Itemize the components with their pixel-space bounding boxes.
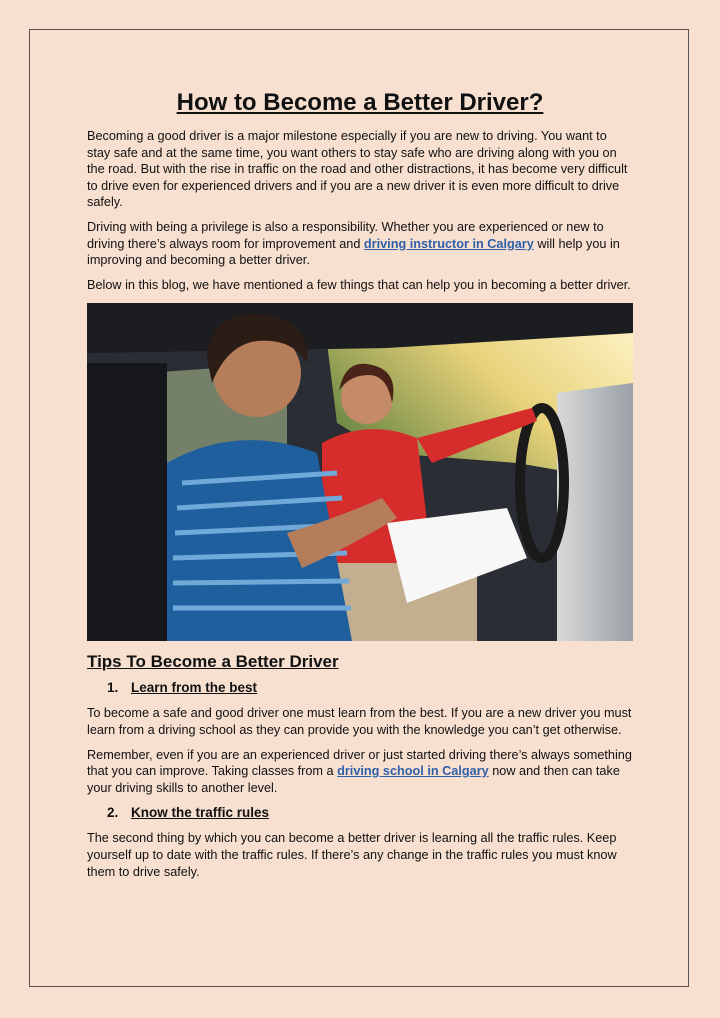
tip-2-number: 2. xyxy=(107,805,119,821)
car-interior-illustration xyxy=(87,303,633,641)
driving-school-link[interactable]: driving school in Calgary xyxy=(337,764,489,779)
intro-p2-text-after: will help you in improving and becoming a better driver. xyxy=(87,236,620,268)
tip-1-paragraph-2 xyxy=(87,747,633,797)
driving-instructor-link[interactable]: driving instructor in Calgary xyxy=(363,236,534,251)
tip-2-heading xyxy=(107,804,633,822)
intro-p2-text-before: Driving with being a privilege is also a responsibility. Whether you are experienced or new to driving there’s always room for improvement and xyxy=(87,219,604,251)
intro-paragraph-3: Below in this blog, we have mentioned a few things that can help you in becoming a better driver. xyxy=(87,277,631,292)
page-title: How to Become a Better Driver? xyxy=(176,89,544,116)
tip-1-heading xyxy=(107,679,633,697)
article xyxy=(87,88,633,888)
tip-2-title: Know the traffic rules xyxy=(131,805,270,821)
tip-1-p2-text-before: Remember, even if you are an experienced driver or just started driving there’s always something that you can improve. Taking classes from a xyxy=(87,747,632,779)
intro-paragraph-2 xyxy=(87,219,633,269)
tip-1-p2-text-after: now and then can take your driving skills to another level. xyxy=(87,764,620,795)
tips-section-heading: Tips To Become a Better Driver xyxy=(87,652,339,672)
tip-1-number: 1. xyxy=(107,680,119,696)
driving-lesson-photo xyxy=(87,303,633,641)
tip-1-title: Learn from the best xyxy=(131,680,258,696)
tip-1-paragraph-1: To become a safe and good driver one must learn from the best. If you are a new driver you must learn from a driving school as they can provide you with the knowledge you can’t get otherwise. xyxy=(87,706,632,737)
intro-paragraph-1: Becoming a good driver is a major milestone especially if you are new to driving. You want to stay safe and at the same time, you want others to stay safe who are driving along with you on the road. But with the rise in traffic on the road and other distractions, it has become very difficult to drive even for experienced drivers and if you are a new driver it is even more difficult to drive safely. xyxy=(87,129,628,210)
tip-2-paragraph-1: The second thing by which you can become a better driver is learning all the traffic rules. Keep yourself up to date with the traffic rules. If there’s any change in the traffic rules you must know them to drive safely. xyxy=(87,831,617,879)
